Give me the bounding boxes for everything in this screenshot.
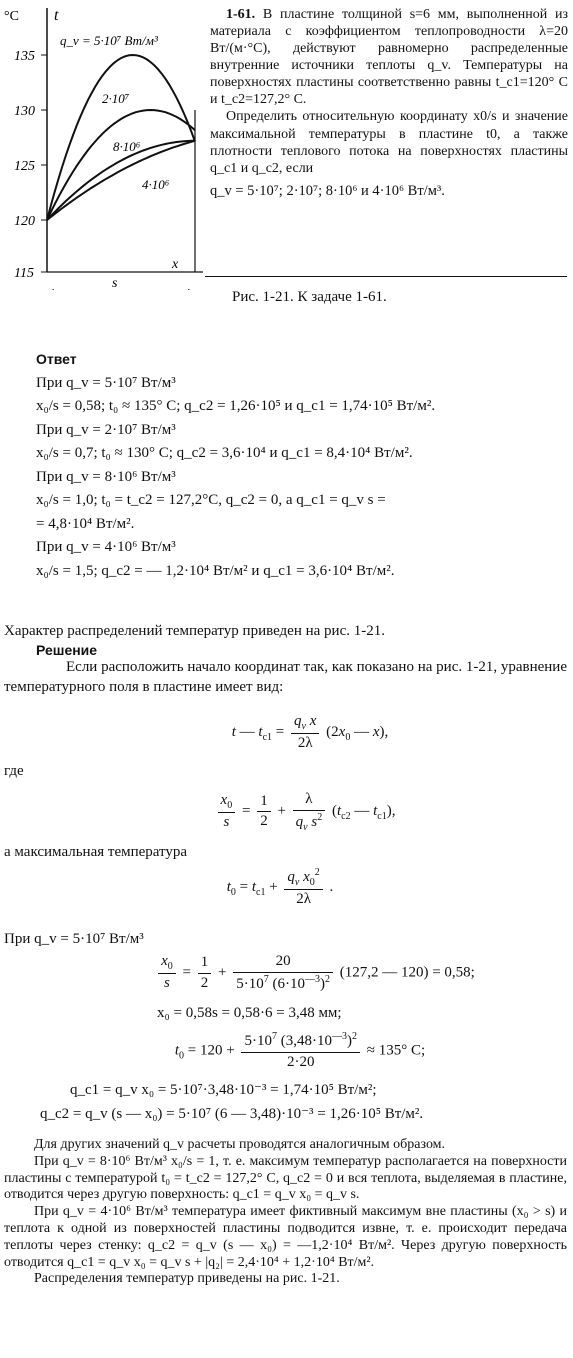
solution-intro-text: Если расположить начало координат так, как показано на рис. 1-21, уравнение температурного поля в пластине имеет вид: bbox=[4, 659, 567, 695]
y-symbol-label: t bbox=[54, 7, 59, 24]
figure-caption: Рис. 1-21. К задаче 1-61. bbox=[232, 289, 387, 305]
case-header: При q_v = 5·10⁷ Вт/м³ bbox=[4, 931, 144, 947]
answer-title: Ответ bbox=[36, 351, 77, 367]
equation-x0: $\frac{x_0}{s}$ = $\frac{1}{2}$ + $\frac{\lambda}{q_v s^2}$ ($t_{c2}$ — $t_{c1}$), bbox=[150, 790, 460, 834]
answer-block bbox=[36, 350, 566, 585]
answer-line: x₀/s = 0,7; t₀ ≈ 130° С; q_c2 = 3,6·10⁴ и q_c1 = 8,4·10⁴ Вт/м². bbox=[36, 445, 413, 461]
bottom-paragraph-4: Распределения температур приведены на рис. 1-21. bbox=[34, 1271, 340, 1287]
curve-label-8e6: 8·10⁶ bbox=[113, 139, 141, 154]
equation-t0: $t_0 = t_{c1}$ + $\frac{q_v x_0^2}{2\lambda}$ . bbox=[180, 866, 380, 910]
qv-values-line: q_v = 5·10⁷; 2·10⁷; 8·10⁶ и 4·10⁶ Вт/м³. bbox=[210, 182, 445, 199]
x-symbol-label: x bbox=[172, 257, 179, 272]
solution-intro bbox=[4, 658, 567, 697]
answer-line: x₀/s = 0,58; t₀ ≈ 135° С; q_c2 = 1,26·10⁵ и q_c1 = 1,74·10⁵ Вт/м². bbox=[36, 398, 436, 414]
answer-line: x₀/s = 1,5; q_c2 = — 1,2·10⁴ Вт/м² и q_c1 = 3,6·10⁴ Вт/м². bbox=[36, 562, 395, 579]
equation-temperature-field: t — $t_{c1}$ = $\frac{q_v x}{2\lambda}$ ($2x_0$ — x), bbox=[150, 712, 470, 754]
problem-statement bbox=[210, 6, 568, 200]
y-tick-label-130: 130 bbox=[14, 104, 35, 119]
where-label: где bbox=[4, 763, 24, 779]
calc-x0-ratio: $\frac{x_0}{s}$ = $\frac{1}{2}$ + $\frac{20}{5\cdot 10^7 (6\cdot 10^{—3})^2}$ (127,2 — 120) = 0,58; bbox=[80, 952, 550, 994]
temperature-distribution-figure bbox=[0, 0, 205, 290]
curve-label-5e7: q_v = 5·10⁷ Вт/м³ bbox=[60, 33, 158, 48]
bottom-explanation bbox=[4, 1137, 567, 1288]
span-arrows bbox=[47, 289, 195, 290]
answer-line: При q_v = 4·10⁶ Вт/м³ bbox=[36, 539, 176, 555]
temperature-curve-1 bbox=[47, 55, 195, 220]
answer-line: x₀/s = 1,0; t₀ = t_c2 = 127,2°С, q_c2 = 0, а q_c1 = q_v s = bbox=[36, 492, 386, 508]
y-tick-label-120: 120 bbox=[14, 214, 35, 229]
calc-t0: $t_0 = 120$ + $\frac{5\cdot 10^7 (3,48\cdot 10^{—3})^2}{2\cdot 20}$ ≈ 135° С; bbox=[120, 1030, 480, 1072]
bottom-paragraph-2: При q_v = 8·10⁶ Вт/м³ x₀/s = 1, т. е. максимум температур располагается на поверхности пластины с температурой t₀ = t_c2 = 127,2° С, q_c2 = 0 и вся теплота, выделяемая в пластине, отводится через другую поверхность: q_c1 = q_v x₀ = q_v s. bbox=[4, 1153, 567, 1203]
calc-qc1: q_c1 = q_v x₀ = 5·10⁷·3,48·10⁻³ = 1,74·10⁵ Вт/м²; bbox=[70, 1082, 377, 1098]
solution-title: Решение bbox=[36, 642, 98, 658]
bottom-paragraph-1: Для других значений q_v расчеты проводятся аналогичным образом. bbox=[34, 1137, 446, 1152]
caption-divider bbox=[205, 276, 567, 277]
y-tick-label-125: 125 bbox=[14, 159, 35, 174]
answer-line: При q_v = 8·10⁶ Вт/м³ bbox=[36, 468, 176, 485]
y-tick-label-115: 115 bbox=[14, 266, 34, 281]
y-tick-label-135: 135 bbox=[14, 49, 35, 64]
answer-line: = 4,8·10⁴ Вт/м². bbox=[36, 515, 135, 532]
problem-paragraph-2: Определить относительную координату x0/s и значение максимальной температуры в пластине t0, а также плотности теплового потока на поверхностях пластины q_c1 и q_c2, если bbox=[210, 109, 568, 176]
problem-number: 1-61. bbox=[226, 7, 256, 22]
calc-qc2: q_c2 = q_v (s — x₀) = 5·10⁷ (6 — 3,48)·10⁻³ = 1,26·10⁵ Вт/м². bbox=[40, 1106, 424, 1122]
calc-x0: x₀ = 0,58s = 0,58·6 = 3,48 мм; bbox=[157, 1005, 342, 1021]
distribution-note: Характер распределений температур приведен на рис. 1-21. bbox=[4, 623, 385, 639]
y-unit-label: °C bbox=[4, 9, 19, 24]
max-temp-label: а максимальная температура bbox=[4, 844, 188, 860]
problem-paragraph-1: В пластине толщиной s=6 мм, выполненной из материала с коэффициентом теплопроводности λ=20 Вт/(м·°С), действуют равномерно распределенные внутренние источники теплоты q_v. Температуры на поверхностях пластины соответственно равны t_c1=120° С и t_c2=127,2° С. bbox=[210, 7, 568, 108]
curve-label-2e7: 2·10⁷ bbox=[102, 91, 130, 106]
curve-label-4e6: 4·10⁶ bbox=[142, 177, 170, 192]
answer-line: При q_v = 5·10⁷ Вт/м³ bbox=[36, 374, 176, 391]
bottom-paragraph-3: При q_v = 4·10⁶ Вт/м³ температура имеет фиктивный максимум вне пластины (x₀ > s) и теплота к одной из поверхностей пластины подводится извне, т. е. происходит передача теплоты через стенку: q_c2 = q_v (s — x₀) = —1,2·10⁴ Вт/м². Через другую поверхность отводится q_c1 = q_v x₀ = q_v s + |q₂| = 2,4·10⁴ + 1,2·10⁴ Вт/м². bbox=[4, 1204, 567, 1270]
answer-line: При q_v = 2·10⁷ Вт/м³ bbox=[36, 421, 176, 438]
span-label: s bbox=[112, 276, 118, 290]
